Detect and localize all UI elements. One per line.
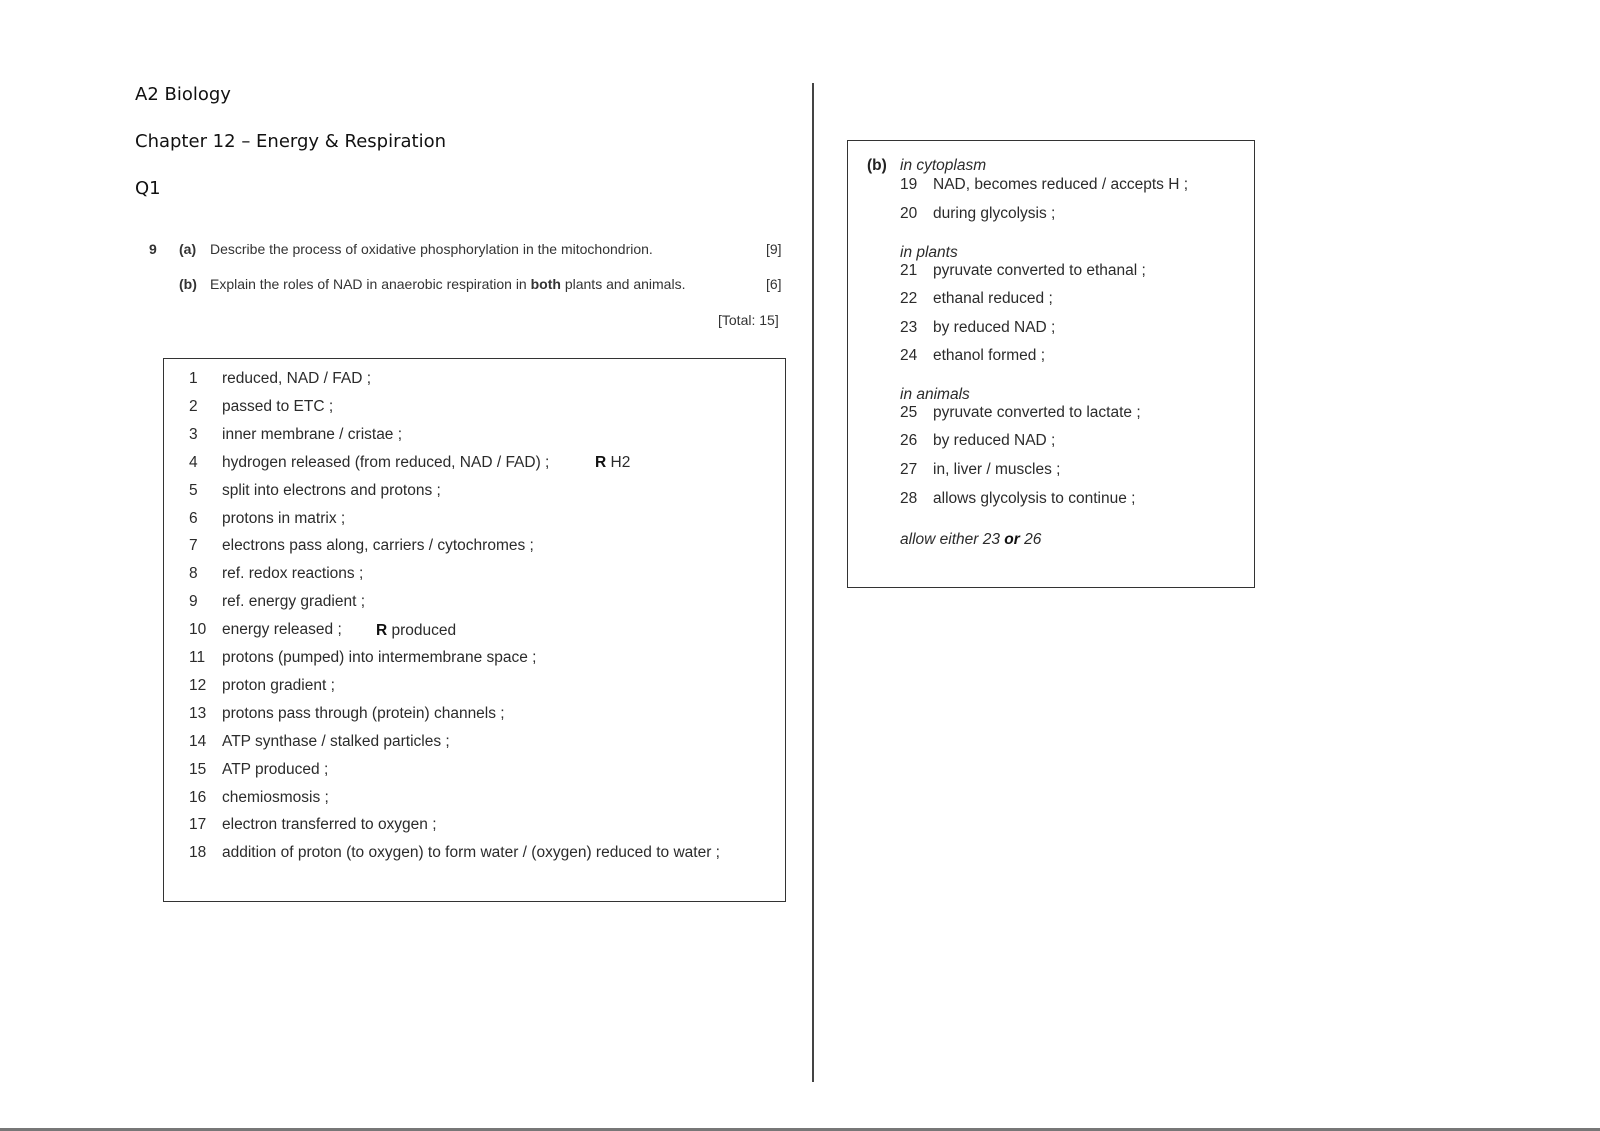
mark-point-28 [900,490,1135,508]
mark-point-23 [900,319,1055,337]
mark-point-text: protons in matrix ; [222,510,346,527]
mark-point-19 [900,176,1188,194]
mark-point-4 [189,454,549,472]
part-b-label: (b) [179,276,197,292]
mark-point-number: 18 [189,844,207,861]
mark-point-number: 26 [900,432,918,449]
mark-point-number: 10 [189,621,207,638]
mark-point-number: 3 [189,426,198,443]
part-a-text: Describe the process of oxidative phosphorylation in the mitochondrion. [210,241,653,257]
mark-point-number: 27 [900,461,918,478]
mark-point-7 [189,537,534,555]
mark-point-text: pyruvate converted to ethanal ; [933,262,1146,279]
mark-point-text: allows glycolysis to continue ; [933,490,1136,507]
mark-point-text: electron transferred to oxygen ; [222,816,437,833]
mark-point-number: 9 [189,593,198,610]
mark-point-number: 2 [189,398,198,415]
question-label: Q1 [135,178,161,199]
chapter-heading: Chapter 12 – Energy & Respiration [135,131,447,152]
mark-point-text: ATP synthase / stalked particles ; [222,733,450,750]
mark-point-text: split into electrons and protons ; [222,482,441,499]
mark-point-text: electrons pass along, carriers / cytochromes ; [222,537,534,554]
part-b-text: Explain the roles of NAD in anaerobic respiration in both plants and animals. [210,276,686,292]
mark-point-2 [189,398,333,416]
mark-point-number: 7 [189,537,198,554]
mark-point-18 [189,844,720,862]
mark-point-text: in, liver / muscles ; [933,461,1061,478]
mark-point-text: ethanal reduced ; [933,290,1053,307]
mark-point-number: 19 [900,176,918,193]
mark-point-text: inner membrane / cristae ; [222,426,403,443]
mark-point-text: ref. redox reactions ; [222,565,364,582]
subject-heading: A2 Biology [135,84,231,105]
mark-point-text: ethanol formed ; [933,347,1046,364]
mark-point-15 [189,761,328,779]
scheme-b-label: (b) [867,157,887,174]
mark-point-11 [189,649,536,667]
mark-point-text: chemiosmosis ; [222,789,329,806]
mark-point-number: 12 [189,677,207,694]
mark-point-number: 23 [900,319,918,336]
question-number: 9 [149,241,157,257]
mark-point-number: 21 [900,262,918,279]
part-a-label: (a) [179,241,197,257]
mark-point-17 [189,816,437,834]
part-a-marks: [9] [766,241,782,257]
total-marks: [Total: 15] [718,312,779,328]
mark-point-text: reduced, NAD / FAD ; [222,370,372,387]
reject-note-10: R produced [376,622,457,639]
mark-point-number: 11 [189,649,206,666]
mark-point-9 [189,593,365,611]
mark-point-text: protons (pumped) into intermembrane space ; [222,649,537,666]
mark-point-number: 22 [900,290,918,307]
mark-point-21 [900,262,1146,280]
mark-point-text: ATP produced ; [222,761,329,778]
mark-point-3 [189,426,402,444]
mark-point-number: 20 [900,205,918,222]
column-divider [812,83,814,1082]
mark-point-25 [900,404,1141,422]
mark-point-number: 5 [189,482,198,499]
mark-point-text: proton gradient ; [222,677,335,694]
mark-point-number: 13 [189,705,207,722]
mark-point-22 [900,290,1053,308]
animals-heading: in animals [900,386,970,403]
mark-point-13 [189,705,505,723]
mark-point-16 [189,789,329,807]
mark-point-1 [189,370,371,388]
mark-point-14 [189,733,450,751]
mark-point-text: during glycolysis ; [933,205,1056,222]
mark-point-12 [189,677,335,695]
mark-point-text: hydrogen released (from reduced, NAD / FAD) ; [222,454,550,471]
mark-point-8 [189,565,363,583]
mark-point-number: 17 [189,816,207,833]
mark-point-24 [900,347,1045,365]
mark-point-text: addition of proton (to oxygen) to form water / (oxygen) reduced to water ; [222,844,720,861]
mark-point-number: 1 [189,370,198,387]
plants-heading: in plants [900,244,958,261]
mark-point-number: 24 [900,347,918,364]
mark-point-20 [900,205,1055,223]
mark-point-26 [900,432,1055,450]
mark-point-27 [900,461,1060,479]
mark-point-text: by reduced NAD ; [933,432,1056,449]
mark-point-text: by reduced NAD ; [933,319,1056,336]
mark-point-text: passed to ETC ; [222,398,334,415]
mark-point-number: 15 [189,761,207,778]
reject-note-4: R H2 [595,454,631,471]
allow-note: allow either 23 or 26 [900,531,1042,548]
mark-point-text: protons pass through (protein) channels ; [222,705,505,722]
mark-point-number: 16 [189,789,207,806]
mark-point-text: energy released ; [222,621,342,638]
mark-point-6 [189,510,345,528]
mark-point-number: 4 [189,454,198,471]
mark-point-number: 14 [189,733,207,750]
mark-point-text: ref. energy gradient ; [222,593,366,610]
mark-point-number: 6 [189,510,198,527]
mark-point-5 [189,482,441,500]
cytoplasm-heading: in cytoplasm [900,157,987,174]
part-b-marks: [6] [766,276,782,292]
mark-point-text: NAD, becomes reduced / accepts H ; [933,176,1189,193]
mark-point-number: 8 [189,565,198,582]
mark-point-10 [189,621,342,639]
mark-point-text: pyruvate converted to lactate ; [933,404,1141,421]
mark-point-number: 25 [900,404,918,421]
mark-point-number: 28 [900,490,918,507]
